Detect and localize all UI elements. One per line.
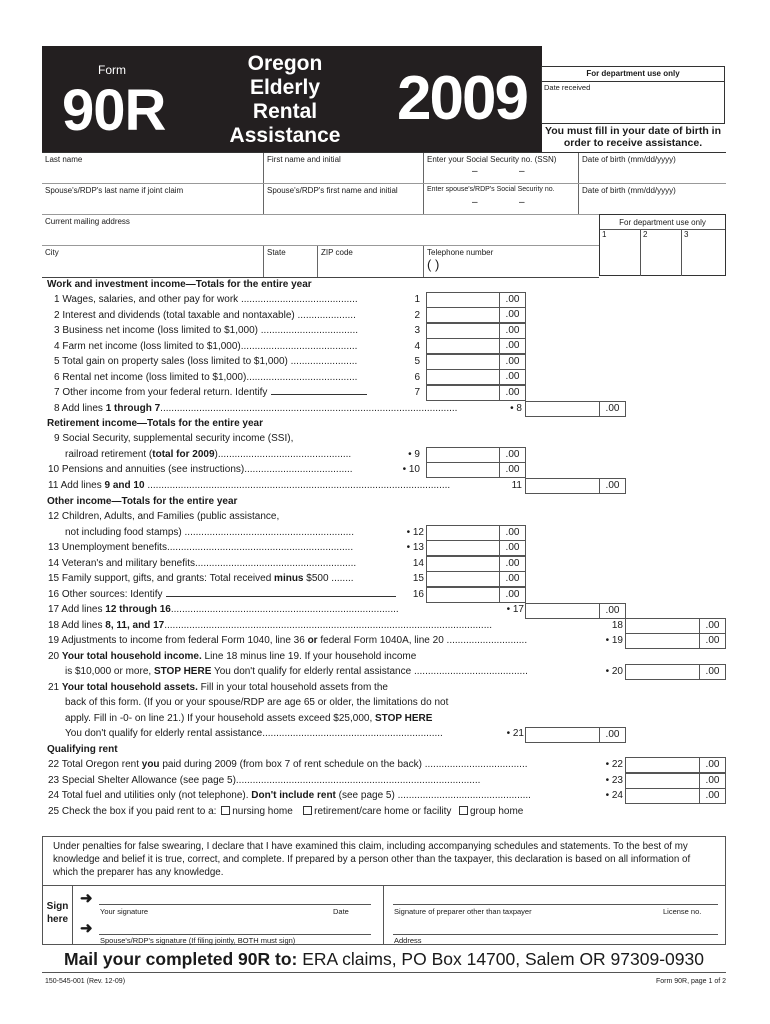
- retirement-home-label: retirement/care home or facility: [314, 806, 452, 817]
- department-use-box-2: [599, 214, 726, 276]
- line-16-input[interactable]: [426, 587, 526, 603]
- section-qualifying-heading: Qualifying rent: [47, 744, 118, 755]
- line-number: • 20: [605, 666, 623, 677]
- dob-label: Date of birth (mm/dd/yyyy): [582, 155, 676, 164]
- retirement-home-checkbox[interactable]: [303, 806, 312, 815]
- group-home-checkbox[interactable]: [459, 806, 468, 815]
- cents: .00: [499, 355, 525, 369]
- line-number: • 17: [506, 604, 524, 615]
- line-2-input[interactable]: [426, 307, 526, 323]
- preparer-signature-label: Signature of preparer other than taxpayer: [394, 907, 532, 916]
- line-19-label: [48, 635, 527, 646]
- line-1-input[interactable]: [426, 292, 526, 308]
- line-15-label: [48, 573, 354, 584]
- cents: .00: [599, 728, 625, 742]
- form-code: 150-545-001 (Rev. 12-09): [45, 978, 126, 985]
- spouse-first-name-label: Spouse's/RDP's first name and initial: [267, 186, 398, 195]
- spouse-signature-line[interactable]: [99, 934, 371, 935]
- dept-col: 2: [641, 230, 682, 276]
- line-3-label: 3 Business net income (loss limited to $1,000) ...................................: [54, 325, 359, 336]
- title-line: Elderly: [249, 76, 321, 99]
- ssn-dash: –: [472, 166, 478, 177]
- t: 1 through 7: [105, 403, 161, 414]
- t: 8, 11, and 17: [105, 620, 165, 631]
- line-number: • 8: [510, 403, 522, 414]
- line-8-label: [54, 403, 457, 414]
- line-20-label: [48, 651, 416, 662]
- line-24-label: [48, 790, 531, 801]
- first-name-field[interactable]: [264, 153, 424, 183]
- phone-field[interactable]: [424, 246, 599, 277]
- t: $500 ........: [303, 573, 354, 584]
- t: 9 and 10: [104, 480, 145, 491]
- declaration-box: [42, 836, 726, 945]
- line-22-input[interactable]: [625, 757, 726, 773]
- line-2-label: 2 Interest and dividends (total taxable and nontaxable) .....................: [54, 310, 356, 321]
- department-use-title: For department use only: [542, 67, 724, 82]
- cents: .00: [499, 588, 525, 602]
- line-13-input[interactable]: [426, 540, 526, 556]
- cents: .00: [499, 324, 525, 338]
- t: 19 Adjustments to income from federal Form 1040, line 36: [48, 635, 308, 646]
- section-retirement-heading: Retirement income—Totals for the entire year: [47, 418, 263, 429]
- sign-label: Sign: [46, 901, 69, 912]
- dept-col: 3: [684, 230, 689, 239]
- cents: .00: [699, 774, 725, 788]
- line-12-input[interactable]: [426, 525, 526, 541]
- line-20-input[interactable]: [625, 664, 726, 680]
- cents: .00: [499, 386, 525, 400]
- line-4-input[interactable]: [426, 338, 526, 354]
- title-line: Assistance: [229, 124, 341, 147]
- phone-label: Telephone number: [427, 248, 494, 257]
- line-23-label: 23 Special Shelter Allowance (see page 5)........................................................................................: [48, 775, 481, 786]
- line-6-label: 6 Rental net income (loss limited to $1,000)........................................: [54, 372, 358, 383]
- mailing-instructions: [42, 945, 726, 973]
- line-number: 3: [414, 325, 420, 336]
- declaration-text: Under penalties for false swearing, I declare that I have examined this claim, including accompanying schedules and statements. To the best of my knowledge and belief it is true, correct, and complete. If prepared by a person other than the taxpayer, this declaration is based on all information of which the preparer has any knowledge.: [43, 837, 725, 886]
- line-17-input[interactable]: [525, 603, 626, 619]
- t: you: [141, 759, 160, 770]
- title-line: Rental: [252, 100, 318, 123]
- line-20-label-cont: [65, 666, 528, 677]
- t: )................................................: [214, 449, 352, 460]
- line-14-label: 14 Veteran's and military benefits..........................................................: [48, 558, 357, 569]
- line-number: 6: [414, 372, 420, 383]
- form-label: Form: [98, 63, 126, 77]
- line-11-label: [48, 480, 450, 491]
- line-15-input[interactable]: [426, 571, 526, 587]
- cents: .00: [699, 758, 725, 772]
- t: 17 Add lines: [48, 604, 106, 615]
- line-number: • 12: [406, 527, 424, 538]
- spouse-last-name-field[interactable]: [42, 184, 264, 214]
- line-7-input[interactable]: [426, 385, 526, 401]
- section-work-heading: Work and investment income—Totals for the entire year: [47, 279, 312, 290]
- line-23-input[interactable]: [625, 773, 726, 789]
- spouse-ssn-field[interactable]: [424, 184, 579, 214]
- here-label: here: [46, 914, 69, 925]
- t: STOP HERE: [153, 666, 212, 677]
- line-7-label: [54, 387, 367, 398]
- line-21-label-cont: back of this form. (If you or your spouse/RDP are age 65 or older, the limitations do not: [65, 697, 449, 708]
- city-label: City: [45, 248, 59, 257]
- cents: .00: [699, 789, 725, 803]
- line-number: 16: [412, 589, 424, 600]
- t: paid during 2009 (from box 7 of rent schedule on the back) .....................................: [159, 759, 528, 770]
- t: is $10,000 or more,: [65, 666, 154, 677]
- line-3-input[interactable]: [426, 323, 526, 339]
- spouse-dob-label: Date of birth (mm/dd/yyyy): [582, 186, 676, 195]
- line-14-input[interactable]: [426, 556, 526, 572]
- t: 22 Total Oregon rent: [48, 759, 142, 770]
- cents: .00: [699, 634, 725, 648]
- spouse-dob-field[interactable]: [579, 184, 726, 214]
- line-11-input[interactable]: [525, 478, 626, 494]
- arrow-right-icon: ➜: [80, 890, 93, 907]
- identify-blank[interactable]: [166, 596, 396, 597]
- dob-notice: You must fill in your date of birth in order to receive assistance.: [545, 125, 721, 149]
- line-number: 18: [611, 620, 623, 631]
- t: Your total household income.: [61, 651, 202, 662]
- section-other-heading: Other income—Totals for the entire year: [47, 496, 238, 507]
- spouse-ssn-label: Enter spouse's/RDP's Social Security no.: [427, 186, 555, 193]
- t: or: [307, 635, 318, 646]
- cents: .00: [599, 479, 625, 493]
- t: 20: [48, 651, 62, 662]
- cents: .00: [499, 448, 525, 462]
- line-12-label-cont: not including food stamps) .............................................................: [65, 527, 354, 538]
- t: 8 Add lines: [54, 403, 106, 414]
- nursing-home-label: nursing home: [232, 806, 293, 817]
- line-25-label: [48, 806, 523, 817]
- line-24-input[interactable]: [625, 788, 726, 804]
- line-18-label: [48, 620, 492, 631]
- t: Fill in your total household assets from the: [197, 682, 388, 693]
- preparer-address-line[interactable]: [393, 934, 718, 935]
- dob-field[interactable]: [579, 153, 726, 183]
- t: (see page 5) ................................................: [335, 790, 531, 801]
- zip-field[interactable]: [318, 246, 424, 277]
- mail-address: ERA claims, PO Box 14700, Salem OR 97309-0930: [302, 949, 704, 969]
- line-19-input[interactable]: [625, 633, 726, 649]
- line-9-input[interactable]: [426, 447, 526, 463]
- cents: .00: [699, 665, 725, 679]
- cents: .00: [499, 339, 525, 353]
- line-7-text: 7 Other income from your federal return. Identify: [54, 387, 268, 398]
- state-field[interactable]: [264, 246, 318, 277]
- t: railroad retirement (: [65, 449, 153, 460]
- spouse-first-name-field[interactable]: [264, 184, 424, 214]
- t: ...........................................................................................................: [160, 403, 458, 414]
- last-name-field[interactable]: [42, 153, 264, 183]
- line-number: 5: [414, 356, 420, 367]
- form-header-banner: [42, 46, 542, 152]
- mailing-address-field[interactable]: [42, 215, 599, 245]
- line-21-label: [48, 682, 388, 693]
- date-received-label: Date received: [544, 83, 591, 92]
- first-name-label: First name and initial: [267, 155, 341, 164]
- sign-here-label: [43, 886, 73, 944]
- line-6-input[interactable]: [426, 369, 526, 385]
- dept-col: 1: [600, 230, 641, 276]
- t: federal Form 1040A, line 20 .............................: [317, 635, 528, 646]
- t: You don't qualify for elderly rental assistance .........................................: [211, 666, 528, 677]
- line-number: • 22: [605, 759, 623, 770]
- cents: .00: [499, 572, 525, 586]
- t: .............................................................................................................: [144, 480, 451, 491]
- ssn-dash: –: [472, 197, 478, 208]
- line-4-label: 4 Farm net income (loss limited to $1,000)..........................................: [54, 341, 358, 352]
- line-25-text: 25 Check the box if you paid rent to a:: [48, 806, 217, 817]
- t: ......................................................................................................................: [164, 620, 493, 631]
- title-line: Oregon: [247, 52, 323, 75]
- form-number: 90R: [62, 78, 166, 143]
- t: total for 2009: [152, 449, 215, 460]
- preparer-address-label: Address: [394, 936, 422, 945]
- cents: .00: [599, 402, 625, 416]
- state-label: State: [267, 248, 286, 257]
- ssn-field[interactable]: [424, 153, 579, 183]
- mail-bold-text: Mail your completed 90R to:: [64, 949, 303, 969]
- line-21-label-cont: You don't qualify for elderly rental assistance.................................................................: [65, 728, 443, 739]
- line-number: 15: [412, 573, 424, 584]
- department-use-title: For department use only: [600, 215, 725, 230]
- line-16-label: [48, 589, 396, 600]
- line-number: • 24: [605, 790, 623, 801]
- last-name-label: Last name: [45, 155, 83, 164]
- t: Your total household assets.: [61, 682, 198, 693]
- cents: .00: [699, 619, 725, 633]
- line-number: 11: [511, 480, 522, 491]
- ssn-label: Enter your Social Security no. (SSN): [427, 155, 557, 164]
- spouse-last-name-label: Spouse's/RDP's last name if joint claim: [45, 186, 184, 195]
- row-divider: [42, 277, 599, 278]
- your-signature-label: Your signature: [100, 907, 149, 916]
- line-9-label-cont: [65, 449, 351, 460]
- line-12-label: 12 Children, Adults, and Families (public assistance,: [48, 511, 280, 522]
- nursing-home-checkbox[interactable]: [221, 806, 230, 815]
- t: ..................................................................................: [170, 604, 399, 615]
- line-number: 14: [412, 558, 424, 569]
- t: Don't include rent: [251, 790, 336, 801]
- line-21-input[interactable]: [525, 727, 626, 743]
- group-home-label: group home: [470, 806, 524, 817]
- arrow-right-icon: ➜: [80, 920, 93, 937]
- line-number: • 23: [605, 775, 623, 786]
- ssn-dash: –: [519, 166, 525, 177]
- city-field[interactable]: [42, 246, 264, 277]
- line-16-text: 16 Other sources: Identify: [48, 589, 163, 600]
- identify-blank[interactable]: [271, 394, 367, 395]
- cents: .00: [499, 370, 525, 384]
- line-18-input[interactable]: [625, 618, 726, 634]
- line-number: • 13: [406, 542, 424, 553]
- t: 18 Add lines: [48, 620, 106, 631]
- cents: .00: [499, 541, 525, 555]
- t: 12 through 16: [105, 604, 171, 615]
- line-number: 2: [414, 310, 420, 321]
- line-5-label: 5 Total gain on property sales (loss limited to $1,000) ........................: [54, 356, 358, 367]
- line-17-label: [48, 604, 399, 615]
- zip-label: ZIP code: [321, 248, 353, 257]
- cents: .00: [499, 463, 525, 477]
- page-number: Form 90R, page 1 of 2: [655, 978, 726, 985]
- line-number: • 10: [402, 464, 420, 475]
- cents: .00: [499, 308, 525, 322]
- t: apply. Fill in -0- on line 21.) If your household assets exceed $25,000,: [65, 713, 375, 724]
- ssn-dash: –: [519, 197, 525, 208]
- t: 11 Add lines: [48, 480, 105, 491]
- department-use-box: [541, 66, 725, 124]
- license-label: License no.: [663, 907, 702, 916]
- line-number: 7: [414, 387, 420, 398]
- cents: .00: [499, 557, 525, 571]
- t: 15 Family support, gifts, and grants: Total received: [48, 573, 275, 584]
- line-8-input[interactable]: [525, 401, 626, 417]
- signature-divider: [383, 886, 384, 944]
- line-13-label: 13 Unemployment benefits...................................................................: [48, 542, 354, 553]
- line-number: 1: [414, 294, 420, 305]
- t: STOP HERE: [375, 713, 433, 724]
- t: 21: [48, 682, 62, 693]
- cents: .00: [499, 526, 525, 540]
- preparer-signature-line[interactable]: [393, 904, 718, 905]
- t: minus: [274, 573, 304, 584]
- form-title: [220, 52, 350, 148]
- line-10-input[interactable]: [426, 462, 526, 478]
- form-year: 2009: [397, 64, 527, 133]
- line-5-input[interactable]: [426, 354, 526, 370]
- phone-area-code: ( ): [427, 257, 440, 272]
- line-number: 4: [414, 341, 420, 352]
- cents: .00: [499, 293, 525, 307]
- your-signature-line[interactable]: [99, 904, 371, 905]
- line-10-label: 10 Pensions and annuities (see instructions).......................................: [48, 464, 353, 475]
- mailing-address-label: Current mailing address: [45, 217, 130, 226]
- line-number: • 21: [506, 728, 524, 739]
- line-21-label-cont: [65, 713, 432, 724]
- line-number: • 9: [408, 449, 420, 460]
- date-label: Date: [333, 907, 349, 916]
- line-1-label: 1 Wages, salaries, and other pay for work ..........................................: [54, 294, 358, 305]
- t: 24 Total fuel and utilities only (not telephone).: [48, 790, 252, 801]
- spouse-signature-label: Spouse's/RDP's signature (If filing jointly, BOTH must sign): [100, 936, 296, 945]
- cents: .00: [599, 604, 625, 618]
- t: Line 18 minus line 19. If your household income: [201, 651, 417, 662]
- line-22-label: [48, 759, 528, 770]
- line-9-label: 9 Social Security, supplemental security income (SSI),: [54, 433, 294, 444]
- line-number: • 19: [605, 635, 623, 646]
